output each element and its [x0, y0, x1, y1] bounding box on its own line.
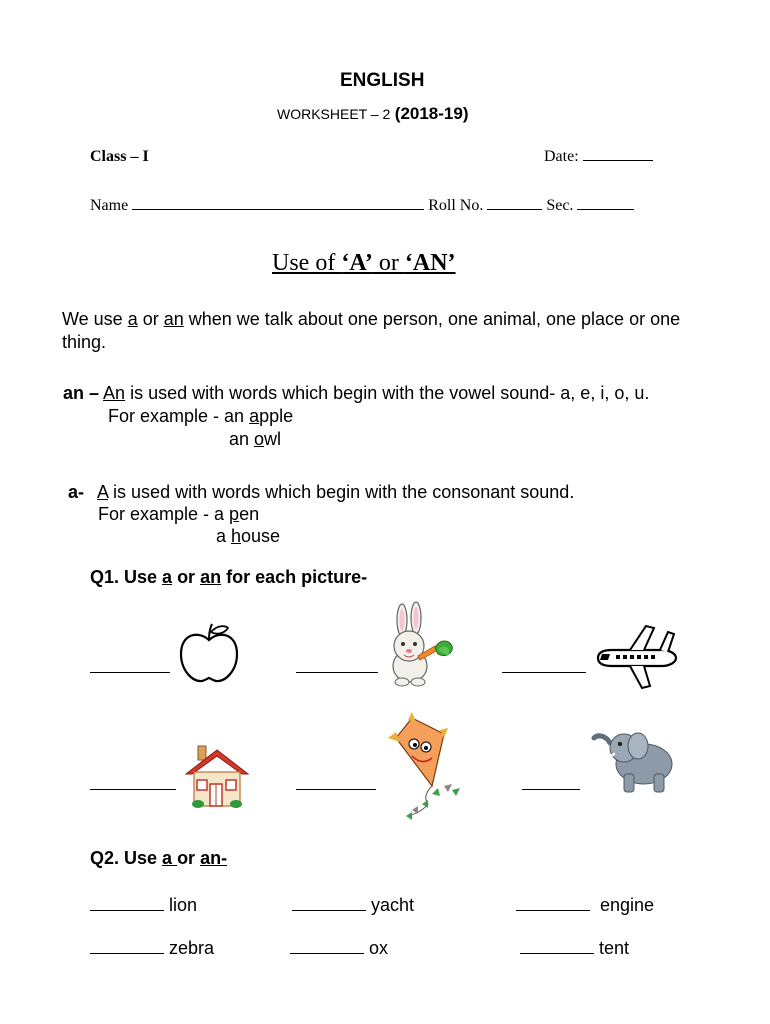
q2-heading: [90, 848, 227, 869]
q1-suffix: for each picture-: [221, 567, 368, 587]
title-or: or: [372, 250, 405, 276]
q2-item-engine[interactable]: [516, 895, 654, 916]
q2-blank[interactable]: [520, 953, 594, 954]
rule-an-example-prefix: For example - an: [108, 406, 250, 426]
rule-a: [68, 482, 574, 503]
q1-heading: [90, 567, 367, 588]
q2-word: yacht: [371, 895, 415, 915]
airplane-picture: [594, 624, 678, 692]
q2-blank[interactable]: [90, 953, 164, 954]
q2-a: a: [162, 848, 178, 868]
q2-word: ox: [369, 938, 389, 958]
elephant-picture: [592, 724, 676, 794]
date-field[interactable]: [544, 148, 653, 166]
rule-an-example-1: [108, 406, 293, 427]
intro-line-2: thing.: [62, 332, 107, 352]
house-picture: [184, 744, 250, 808]
date-blank[interactable]: [583, 160, 653, 161]
q2-word: engine: [600, 895, 655, 915]
worksheet-line: [277, 104, 469, 124]
q2-item-lion[interactable]: [90, 895, 197, 916]
q1-blank-1[interactable]: [90, 672, 170, 673]
rule-a-ex2-rest: ouse: [241, 526, 281, 546]
roll-blank[interactable]: [487, 209, 542, 210]
rabbit-picture: [380, 602, 456, 688]
worksheet-number: WORKSHEET – 2: [277, 106, 391, 122]
sec-label: Sec.: [546, 197, 574, 214]
q2-word: tent: [599, 938, 630, 958]
rule-an-ex1-rest: pple: [259, 406, 294, 426]
date-label: Date:: [544, 148, 579, 165]
sec-blank[interactable]: [577, 209, 634, 210]
q2-item-zebra[interactable]: [90, 938, 214, 959]
rule-a-ex2-prefix: a: [216, 526, 232, 546]
q1-a: a: [162, 567, 173, 587]
rule-an-ex1-letter: a: [249, 406, 260, 426]
rule-a-label: a-: [68, 482, 85, 502]
rule-a-example-2: [216, 526, 280, 547]
rule-a-ex2-letter: h: [231, 526, 242, 546]
title-a: ‘A’: [341, 250, 373, 276]
intro-text-1: We use: [62, 309, 128, 329]
rule-a-text: is used with words which begin with the consonant sound.: [108, 482, 575, 502]
kite-picture: [382, 716, 466, 822]
q1-or: or: [172, 567, 201, 587]
page-title: [272, 250, 456, 277]
apple-picture: [178, 622, 240, 684]
rule-an-ex2-rest: wl: [264, 429, 282, 449]
q2-prefix: Q2. Use: [90, 848, 163, 868]
roll-label: Roll No.: [428, 197, 484, 214]
rule-an-ex2-letter: o: [254, 429, 265, 449]
q1-blank-3[interactable]: [502, 672, 586, 673]
q2-or: or: [177, 848, 201, 868]
title-an: ‘AN’: [404, 250, 456, 276]
rule-a-example-1: [98, 504, 259, 525]
intro-text-3: when we talk about one person, one animal, one place or one: [183, 309, 681, 329]
q1-blank-5[interactable]: [296, 789, 376, 790]
q2-word: lion: [169, 895, 198, 915]
intro-a: a: [127, 309, 138, 329]
rule-an-ex2-prefix: an: [229, 429, 255, 449]
q2-an: an-: [200, 848, 228, 868]
rule-an-text: is used with words which begin with the vowel sound- a, e, i, o, u.: [125, 383, 650, 403]
q1-blank-2[interactable]: [296, 672, 378, 673]
name-label: Name: [90, 197, 129, 214]
rule-an-label: an –: [63, 383, 100, 403]
subject-title: ENGLISH: [340, 70, 425, 91]
q1-prefix: Q1. Use: [90, 567, 163, 587]
q2-blank[interactable]: [516, 910, 590, 911]
intro-paragraph: [62, 308, 680, 354]
intro-text-2: or: [137, 309, 164, 329]
q2-blank[interactable]: [292, 910, 366, 911]
rule-an-example-2: [229, 429, 281, 450]
title-prefix: Use of: [272, 250, 342, 276]
q2-blank[interactable]: [290, 953, 364, 954]
rule-an: [63, 383, 649, 404]
q2-word: zebra: [169, 938, 215, 958]
q2-item-ox[interactable]: [290, 938, 388, 959]
worksheet-year: (2018-19): [394, 104, 469, 123]
rule-an-word: An: [103, 383, 126, 403]
intro-an: an: [163, 309, 184, 329]
q2-blank[interactable]: [90, 910, 164, 911]
rule-a-word: A: [97, 482, 109, 502]
name-row: [90, 197, 634, 215]
q1-blank-4[interactable]: [90, 789, 176, 790]
class-label: Class – I: [90, 148, 149, 165]
rule-a-ex1-letter: p: [229, 504, 240, 524]
q1-an: an: [200, 567, 222, 587]
name-blank[interactable]: [132, 209, 424, 210]
rule-a-example-prefix: For example - a: [98, 504, 230, 524]
q1-blank-6[interactable]: [522, 789, 580, 790]
q2-item-tent[interactable]: [520, 938, 629, 959]
rule-a-ex1-rest: en: [239, 504, 260, 524]
q2-item-yacht[interactable]: [292, 895, 414, 916]
